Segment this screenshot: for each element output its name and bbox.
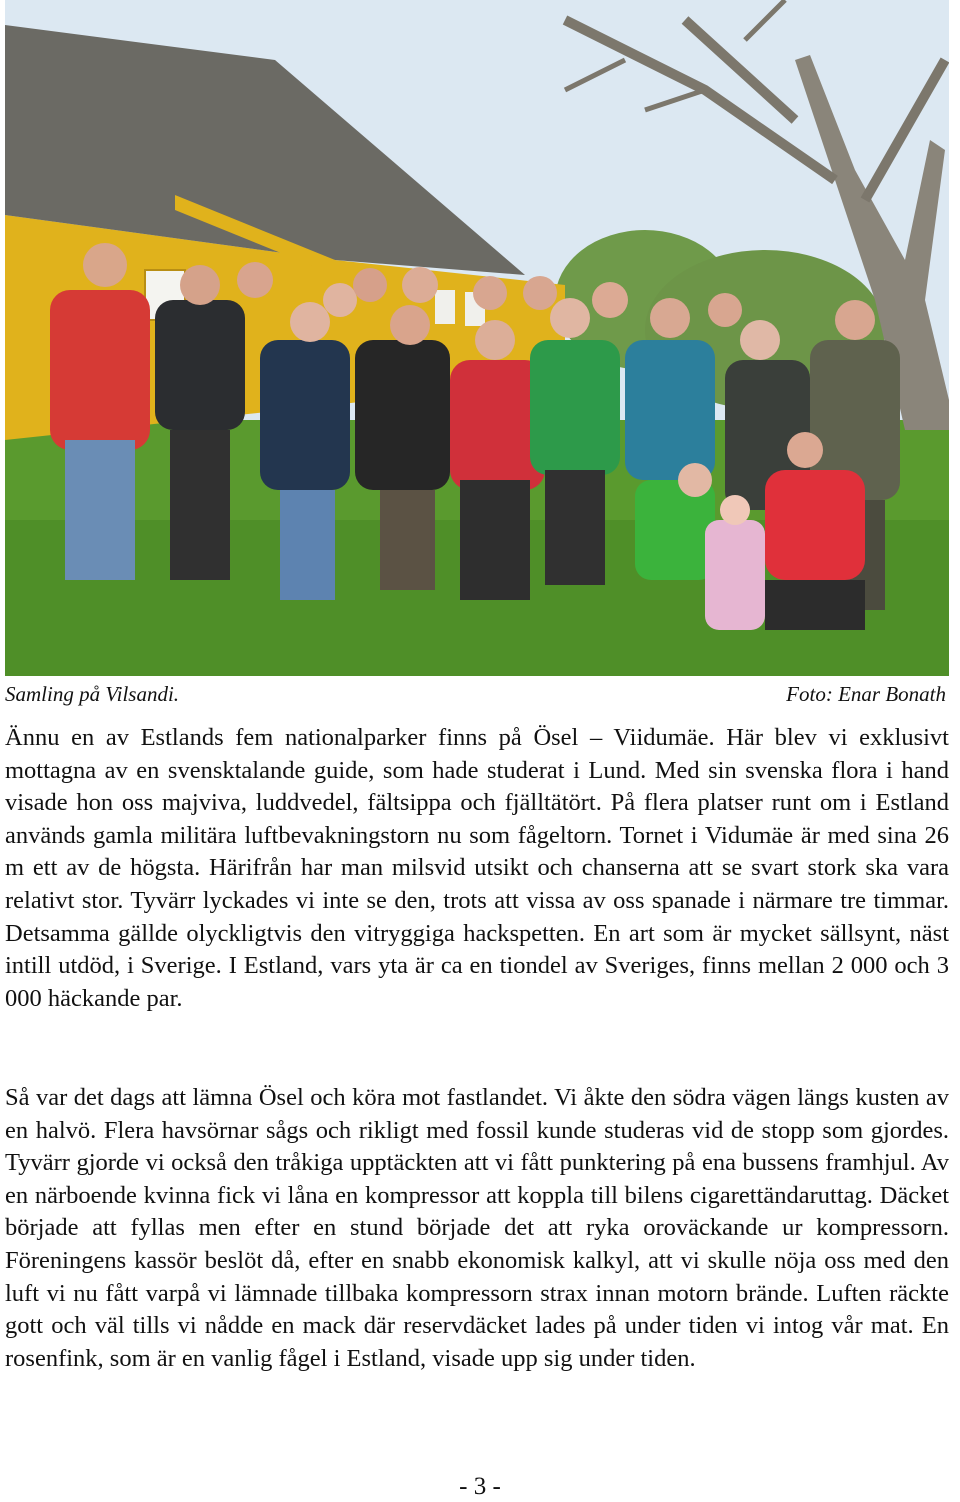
body-paragraph-1: Ännu en av Estlands fem nationalparker finns på Ösel – Viidumäe. Här blev vi exklusivt mottagna av en svensktalande guide, som hade studerat i Lund. Med sin svenska flora i hand visade hon oss majviva, luddvedel, fältsippa och fjälltätört. På flera platser runt om i Estland används gamla militära luftbevakningstorn nu som fågeltorn. Tornet i Vidumäe är med sina 26 m ett av de högsta. Härifrån har man milsvid utsikt och chanserna att se svart stork ska vara relativt stor. Tyvärr lyckades vi inte se den, trots att vissa av oss spanade i närmare tre timmar. Detsamma gällde olyckligtvis den vitryggiga hackspetten. En art som är mycket sällsynt, näst intill utdöd, i Sverige. I Estland, vars yta är ca en tiondel av Sveriges, finns mellan 2 000 och 3 000 häckande par. <box>5 724 949 1012</box>
caption-text: Samling på Vilsandi. <box>5 682 180 706</box>
group-photo <box>5 0 949 676</box>
page-number: - 3 - <box>459 1473 501 1500</box>
photo-credit: Foto: Enar Bonath <box>786 682 946 706</box>
photo-caption <box>5 680 948 708</box>
body-paragraph-2: Så var det dags att lämna Ösel och köra mot fastlandet. Vi åkte den södra vägen längs kusten av en halvö. Flera havsörnar sågs och rikligt med fossil kunde studeras vid de stopp som gjordes. Tyvärr gjorde vi också den tråkiga upptäckten att vi fått punktering på ena bussens framhjul. Av en närboende kvinna fick vi låna en kompressor att koppla till bilens cigarettändaruttag. Däcket började att fyllas men efter en stund började det att ryka oroväckande ur kompressorn. Föreningens kassör beslöt då, efter en snabb ekonomisk kalkyl, att vi skulle nöja oss med den luft vi nu fått varpå vi lämnade tillbaka kompressorn strax innan motorn brände. Luften räckte gott och väl tills vi nådde en mack där reservdäcket lades på under tiden vi intog vår mat. En rosenfink, som är en vanlig fågel i Estland, visade upp sig under tiden. <box>5 1084 949 1372</box>
